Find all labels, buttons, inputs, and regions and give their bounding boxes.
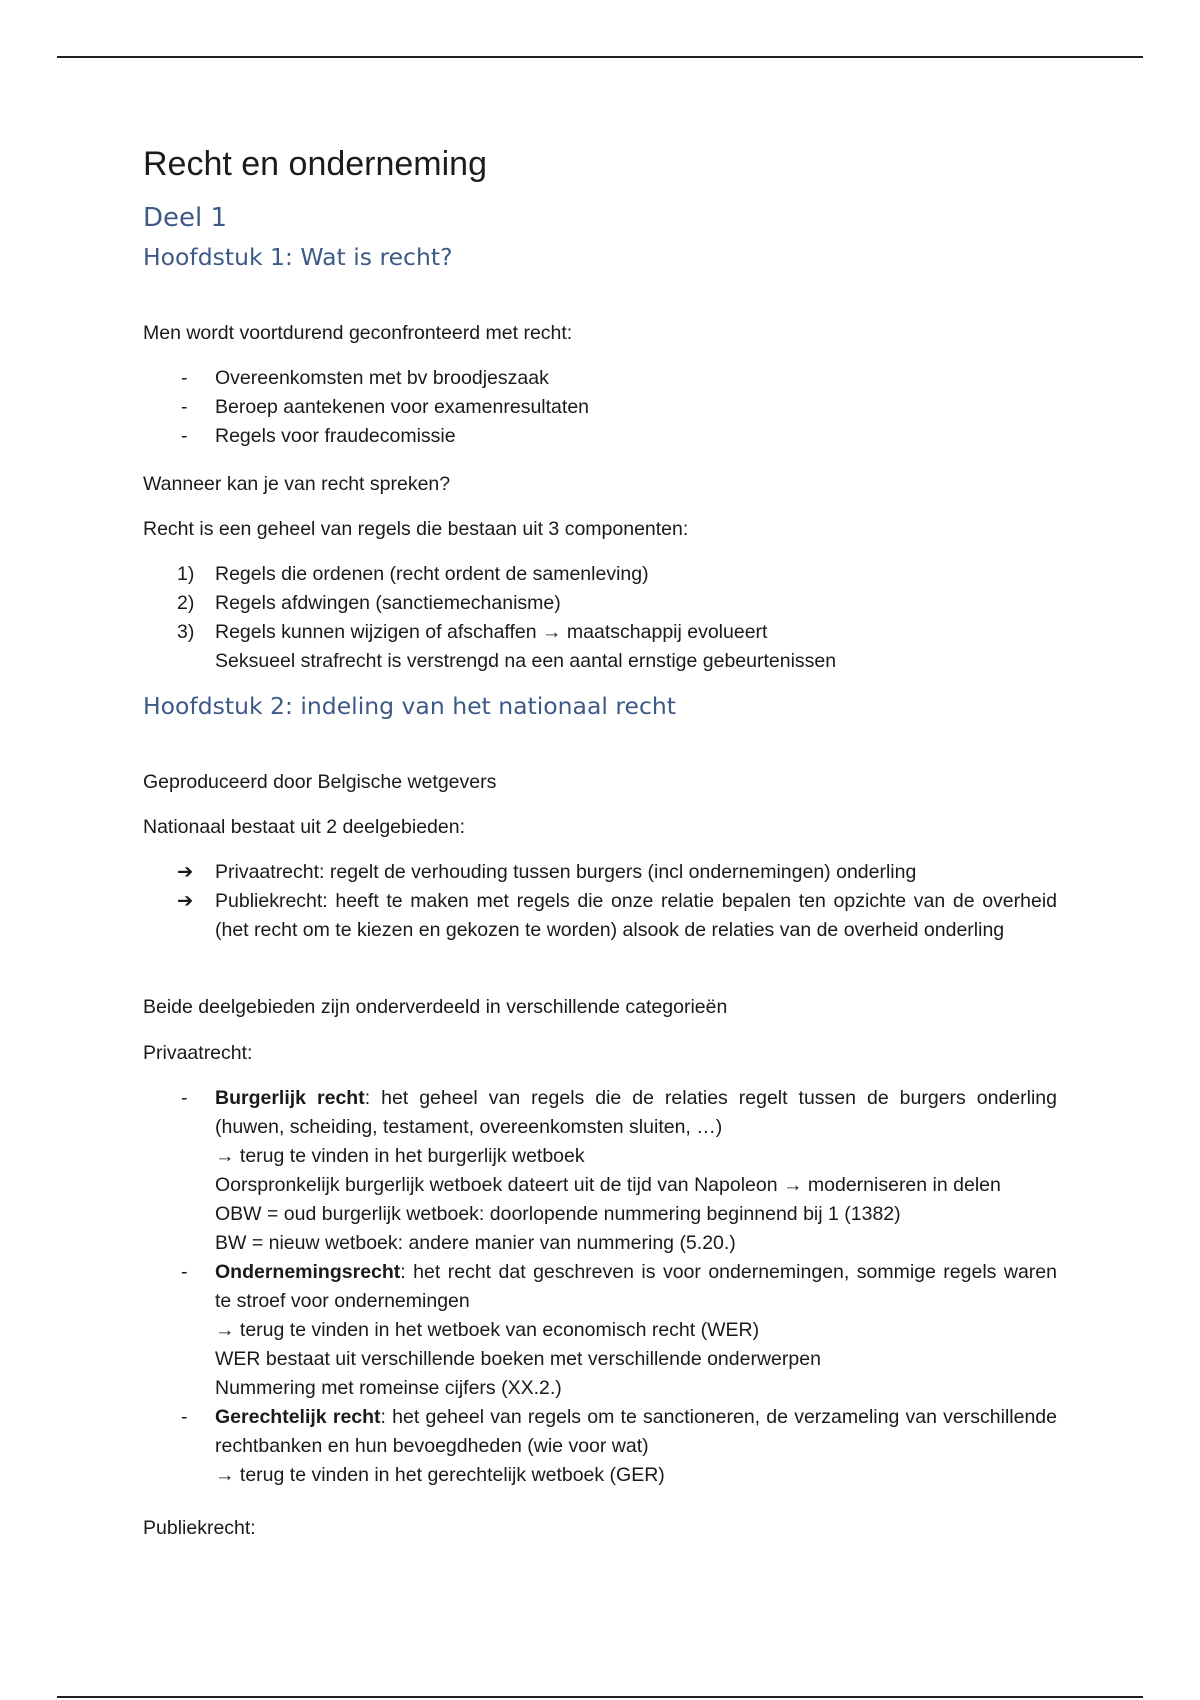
number-marker: 1) [177, 563, 195, 585]
privaatrecht-list [143, 1084, 1057, 1490]
list-item: - Overeenkomsten met bv broodjeszaak [143, 364, 1057, 393]
arrow-bullet-icon: ➔ [177, 861, 194, 883]
deelgebieden-list [143, 858, 1057, 945]
heading-deel-1: Deel 1 [143, 203, 228, 233]
dash-bullet: - [181, 1261, 188, 1283]
paragraph-publiekrecht-label: Publiekrecht: [143, 1517, 256, 1539]
list-item: 2) Regels afdwingen (sanctiemechanisme) [143, 589, 1057, 618]
document-title: Recht en onderneming [143, 145, 488, 183]
dash-bullet: - [181, 396, 188, 418]
list-item: 3) Regels kunnen wijzigen of afschaffen → maatschappij evolueert Seksueel strafrecht is verstrengd na een aantal ernstige gebeurtenissen [143, 618, 1057, 676]
number-marker: 3) [177, 621, 195, 643]
arrow-bullet-icon: ➔ [177, 890, 194, 912]
list-item: ➔ Privaatrecht: regelt de verhouding tussen burgers (incl ondernemingen) onderling [143, 858, 1057, 887]
paragraph-privaatrecht-label: Privaatrecht: [143, 1042, 253, 1064]
paragraph-beide: Beide deelgebieden zijn onderverdeeld in verschillende categorieën [143, 996, 728, 1018]
list-item: - Beroep aantekenen voor examenresultaten [143, 393, 1057, 422]
number-marker: 2) [177, 592, 195, 614]
list-item: - Burgerlijk recht: het geheel van regels die de relaties regelt tussen de burgers onderling (huwen, scheiding, testament, overeenkomsten sluiten, …) → terug te vinden in het burgerlijk wetboek Oorspronkelijk burgerlijk wetboek dateert uit de tijd van Napoleon → moderniseren in delen OBW = oud burgerlijk wetboek: doorlopende nummering beginnend bij 1 (1382) BW = nieuw wetboek: andere manier van nummering (5.20.) [143, 1084, 1057, 1258]
heading-hoofdstuk-2: Hoofdstuk 2: indeling van het nationaal recht [143, 692, 676, 720]
dash-bullet: - [181, 367, 188, 389]
header-rule [57, 56, 1143, 58]
dash-bullet: - [181, 1087, 188, 1109]
dash-bullet: - [181, 1406, 188, 1428]
examples-list [143, 364, 1057, 451]
list-item: - Ondernemingsrecht: het recht dat geschreven is voor ondernemingen, sommige regels waren te stroef voor ondernemingen → terug te vinden in het wetboek van economisch recht (WER) WER bestaat uit verschillende boeken met verschillende onderwerpen Nummering met romeinse cijfers (XX.2.) [143, 1258, 1057, 1403]
heading-hoofdstuk-1: Hoofdstuk 1: Wat is recht? [143, 243, 453, 271]
term-gerechtelijk-recht: Gerechtelijk recht [215, 1406, 381, 1428]
list-item: - Regels voor fraudecomissie [143, 422, 1057, 451]
term-ondernemingsrecht: Ondernemingsrecht [215, 1261, 401, 1283]
list-item: ➔ Publiekrecht: heeft te maken met regels die onze relatie bepalen ten opzichte van de overheid (het recht om te kiezen en gekozen te worden) alsook de relaties van de overheid onderling [143, 887, 1057, 945]
components-list [143, 560, 1057, 676]
paragraph-recht-is: Recht is een geheel van regels die bestaan uit 3 componenten: [143, 518, 689, 540]
list-item: 1) Regels die ordenen (recht ordent de samenleving) [143, 560, 1057, 589]
term-burgerlijk-recht: Burgerlijk recht [215, 1087, 365, 1109]
paragraph-nationaal: Nationaal bestaat uit 2 deelgebieden: [143, 816, 465, 838]
dash-bullet: - [181, 425, 188, 447]
list-item: - Gerechtelijk recht: het geheel van regels om te sanctioneren, de verzameling van verschillende rechtbanken en hun bevoegdheden (wie voor wat) → terug te vinden in het gerechtelijk wetboek (GER) [143, 1403, 1057, 1490]
paragraph-wanneer: Wanneer kan je van recht spreken? [143, 473, 451, 495]
paragraph-geproduceerd: Geproduceerd door Belgische wetgevers [143, 771, 497, 793]
paragraph-confronted: Men wordt voortdurend geconfronteerd met recht: [143, 322, 573, 344]
footer-rule [57, 1696, 1143, 1698]
